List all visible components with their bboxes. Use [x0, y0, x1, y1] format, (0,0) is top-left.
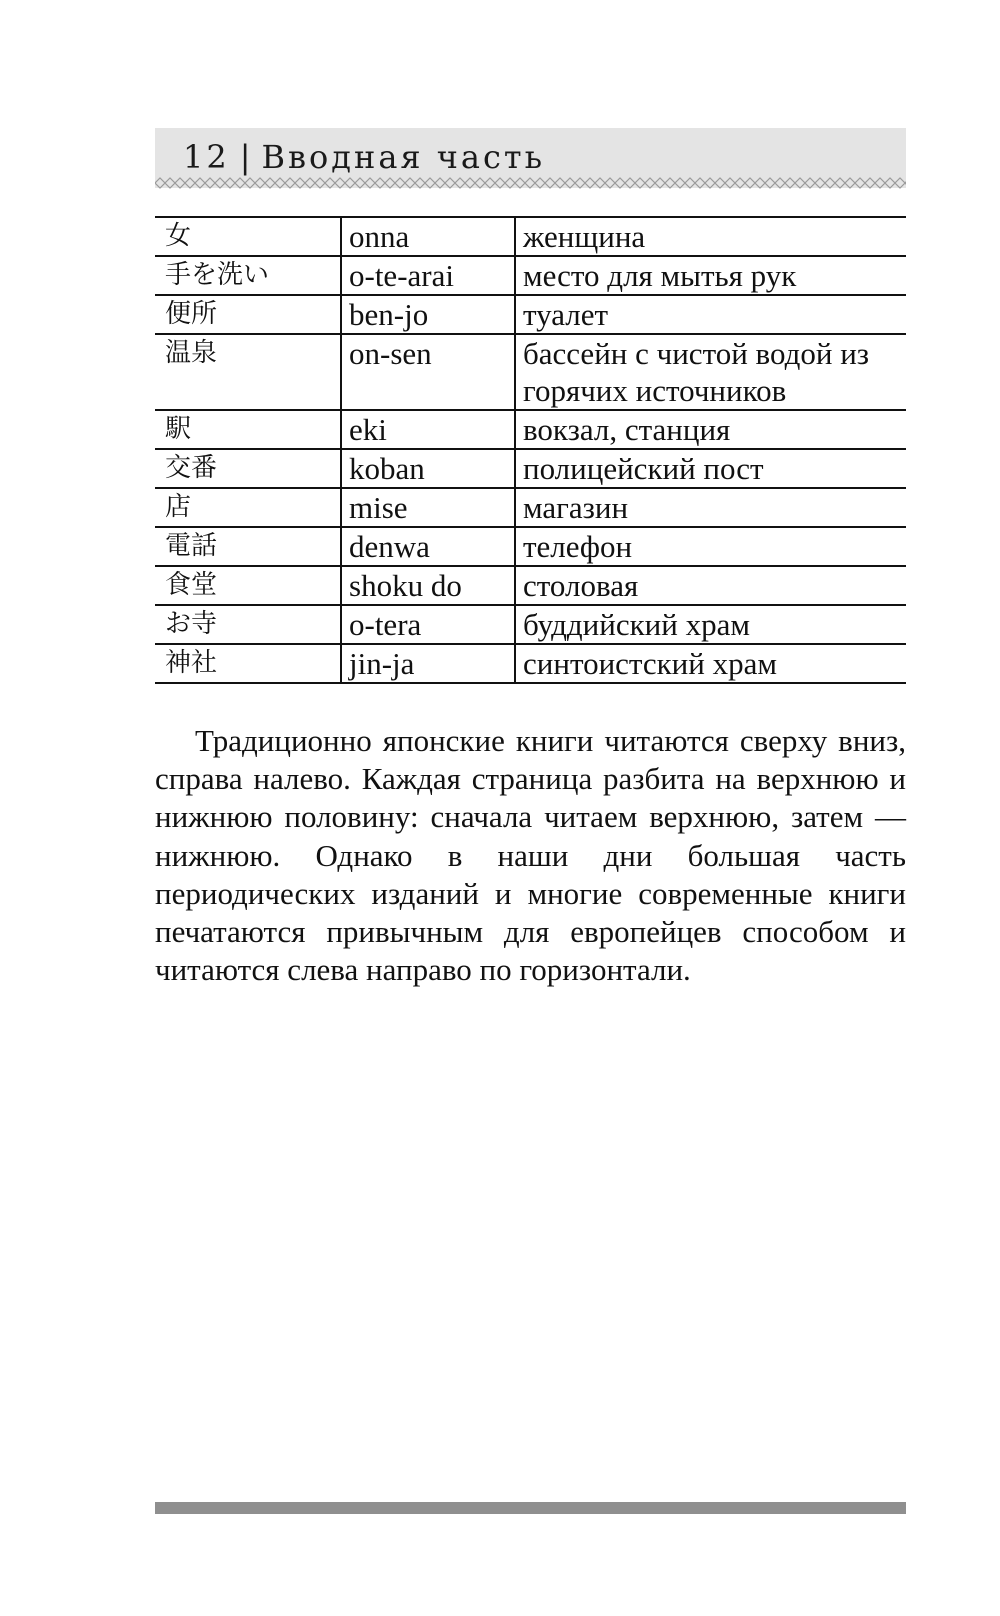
table-row: [155, 488, 906, 527]
meaning-cell: телефон: [515, 527, 906, 566]
kanji-cell: 温泉: [155, 334, 341, 410]
meaning-cell: вокзал, станция: [515, 410, 906, 449]
romaji-cell: on-sen: [341, 334, 515, 410]
kanji-cell: 電話: [155, 527, 341, 566]
vocabulary-table: [155, 216, 906, 684]
romaji-cell: eki: [341, 410, 515, 449]
meaning-cell: туалет: [515, 295, 906, 334]
footer-bar: [155, 1502, 906, 1514]
header-text: [183, 138, 545, 176]
kanji-cell: 駅: [155, 410, 341, 449]
table-row: [155, 566, 906, 605]
meaning-cell: магазин: [515, 488, 906, 527]
table-row: [155, 334, 906, 410]
header-separator: |: [239, 138, 254, 176]
vocabulary-table-body: [155, 217, 906, 683]
kanji-cell: お寺: [155, 605, 341, 644]
meaning-cell: буддийский храм: [515, 605, 906, 644]
meaning-cell: место для мытья рук: [515, 256, 906, 295]
meaning-cell: бассейн с чистой водой из горячих источников: [515, 334, 906, 410]
kanji-cell: 手を洗い: [155, 256, 341, 295]
section-title: Вводная часть: [261, 138, 546, 176]
romaji-cell: denwa: [341, 527, 515, 566]
table-row: [155, 644, 906, 683]
meaning-cell: столовая: [515, 566, 906, 605]
table-row: [155, 605, 906, 644]
meaning-cell: женщина: [515, 217, 906, 256]
body-paragraph: Традиционно японские книги читаются сверху вниз, справа налево. Каждая страница разбита на верхнюю и нижнюю половину: сначала читаем верхнюю, затем — нижнюю. Однако в наши дни большая часть периодических изданий и многие современные книги печатаются привычным для европейцев способом и читаются слева направо по горизонтали.: [155, 723, 906, 988]
table-row: [155, 217, 906, 256]
kanji-cell: 便所: [155, 295, 341, 334]
table-row: [155, 449, 906, 488]
romaji-cell: koban: [341, 449, 515, 488]
romaji-cell: jin-ja: [341, 644, 515, 683]
kanji-cell: 女: [155, 217, 341, 256]
romaji-cell: mise: [341, 488, 515, 527]
table-row: [155, 527, 906, 566]
romaji-cell: o-te-arai: [341, 256, 515, 295]
romaji-cell: ben-jo: [341, 295, 515, 334]
table-row: [155, 410, 906, 449]
kanji-cell: 店: [155, 488, 341, 527]
table-row: [155, 295, 906, 334]
page-number: 12: [183, 138, 230, 176]
meaning-cell: синтоистский храм: [515, 644, 906, 683]
romaji-cell: onna: [341, 217, 515, 256]
kanji-cell: 交番: [155, 449, 341, 488]
table-row: [155, 256, 906, 295]
meaning-cell: полицейский пост: [515, 449, 906, 488]
header-ornament: [155, 176, 906, 190]
kanji-cell: 食堂: [155, 566, 341, 605]
romaji-cell: o-tera: [341, 605, 515, 644]
romaji-cell: shoku do: [341, 566, 515, 605]
kanji-cell: 神社: [155, 644, 341, 683]
